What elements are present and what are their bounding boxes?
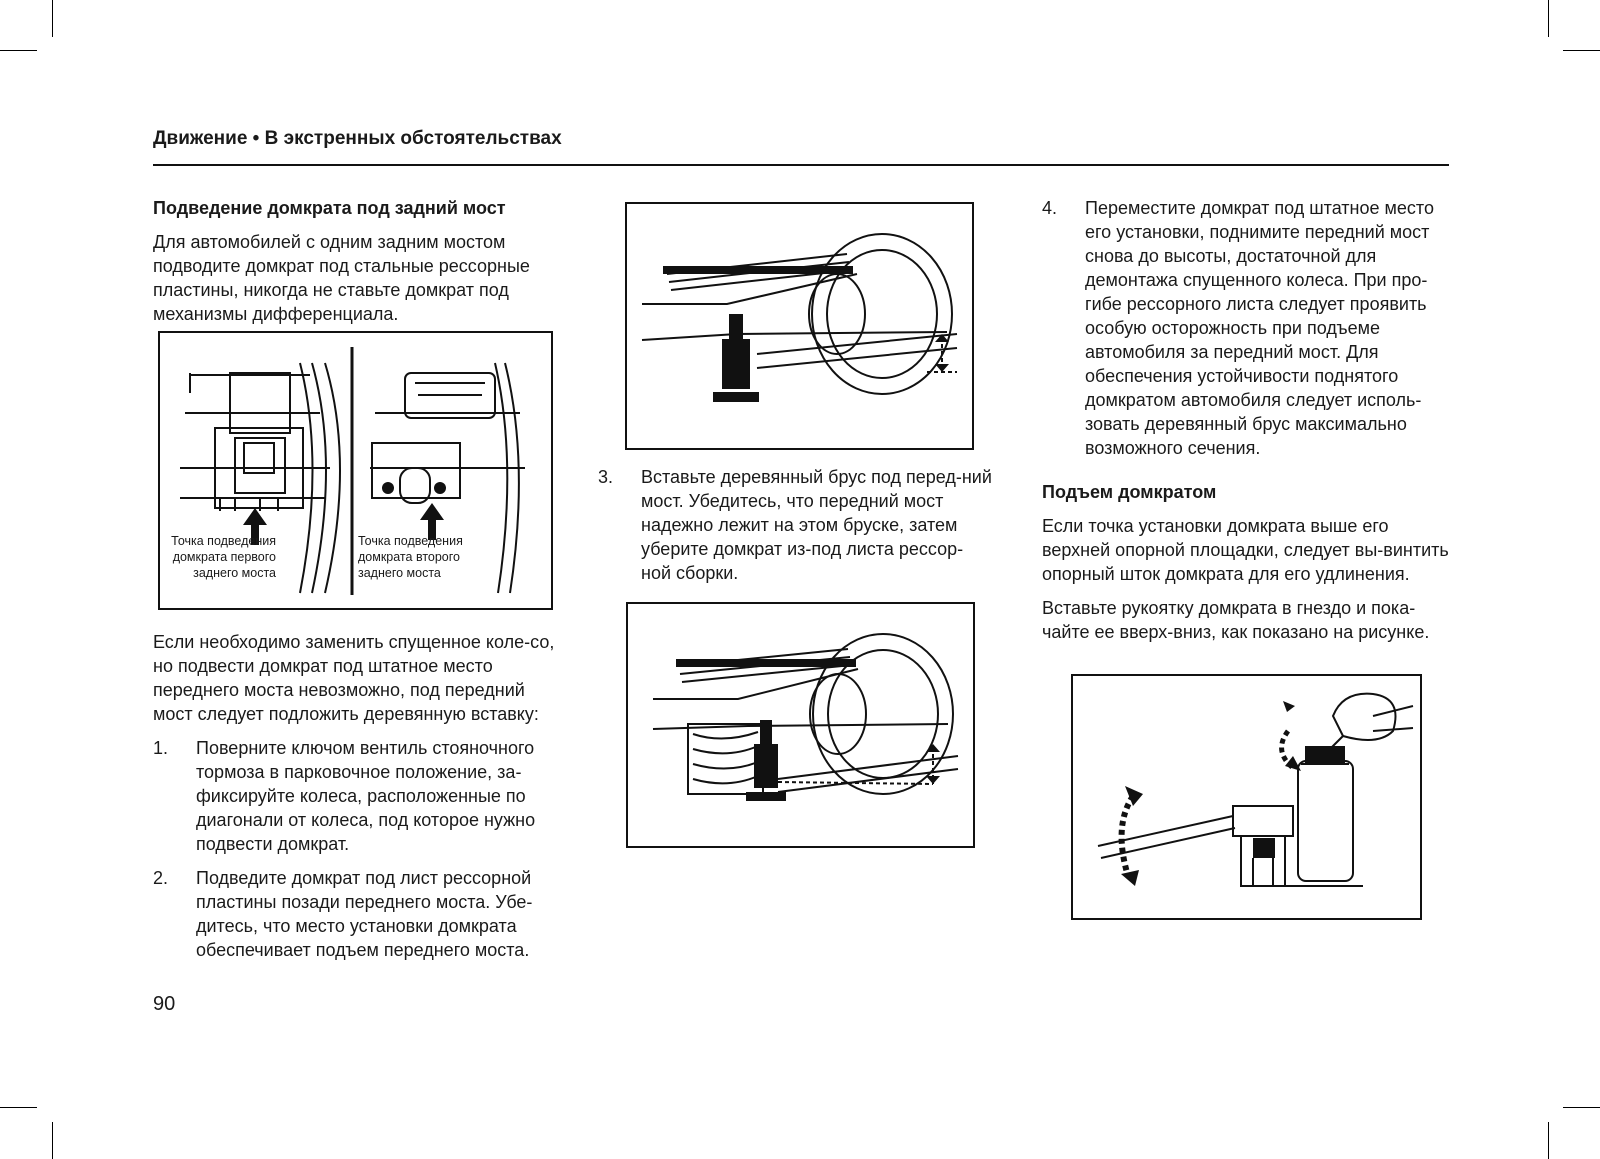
crop-mark bbox=[1548, 0, 1549, 37]
caption-line: домкрата первого bbox=[172, 550, 276, 564]
list-item-number: 1. bbox=[153, 738, 169, 758]
extend-screw-paragraph: Если точка установки домкрата выше его верхней опорной площадки, следует вы-винтить опорный шток домкрата для его удлинения. bbox=[1042, 516, 1449, 584]
crop-mark bbox=[52, 1122, 53, 1159]
heading-jack-lifting: Подъем домкратом bbox=[1042, 482, 1217, 502]
caption-line: Точка подведения bbox=[358, 534, 463, 548]
wood-block-illustration bbox=[628, 604, 973, 846]
heading-rear-axle: Подведение домкрата под задний мост bbox=[153, 198, 506, 218]
crop-mark bbox=[1563, 50, 1600, 51]
list-item bbox=[1042, 196, 1452, 460]
list-item bbox=[598, 465, 993, 585]
list-item-number: 2. bbox=[153, 868, 169, 888]
crop-mark bbox=[1563, 1107, 1600, 1108]
column-left-lower bbox=[153, 630, 558, 972]
list-item-text: Подведите домкрат под лист рессорной пластины позади переднего моста. Убе-дитесь, что место установки домкрата обеспечивает подъем переднего моста. bbox=[196, 868, 533, 960]
caption-line: домкрата второго bbox=[358, 550, 460, 564]
page-number: 90 bbox=[153, 993, 176, 1015]
jack-handle-illustration bbox=[1073, 676, 1420, 918]
list-item-number: 3. bbox=[598, 467, 614, 487]
crop-mark bbox=[0, 50, 37, 51]
column-left bbox=[153, 196, 553, 336]
wood-insert-paragraph: Если необходимо заменить спущенное коле-со, но подвести домкрат под штатное место переднего моста невозможно, под передний мост следует подложить деревянную вставку: bbox=[153, 632, 555, 724]
caption-second-rear-axle bbox=[358, 533, 488, 581]
caption-line: заднего моста bbox=[193, 566, 276, 580]
figure-jack-handle bbox=[1071, 674, 1422, 920]
intro-paragraph: Для автомобилей с одним задним мостом подводите домкрат под стальные рессорные пластины, никогда не ставьте домкрат под механизмы дифференциала. bbox=[153, 232, 530, 324]
figure-rear-axle-jack-points bbox=[158, 331, 553, 610]
crop-mark bbox=[0, 1107, 37, 1108]
list-item bbox=[153, 866, 558, 962]
column-right bbox=[1042, 196, 1452, 654]
list-item bbox=[153, 736, 558, 856]
caption-line: заднего моста bbox=[358, 566, 441, 580]
caption-line: Точка подведения bbox=[171, 534, 276, 548]
figure-jack-under-spring bbox=[625, 202, 974, 450]
list-item-text: Переместите домкрат под штатное место его установки, поднимите передний мост снова до высоты, достаточной для демонтажа спущенного колеса. При про-гибе рессорного листа следует проявить особую осторожность при подъеме автомобиля за передний мост. Для обеспечения устойчивости поднятого домкратом автомобиля следует исполь-зовать деревянный брус максимально возможного сечения. bbox=[1085, 198, 1434, 458]
handle-paragraph: Вставьте рукоятку домкрата в гнездо и пока-чайте ее вверх-вниз, как показано на рисунке. bbox=[1042, 598, 1430, 642]
section-header: Движение • В экстренных обстоятельствах bbox=[153, 128, 562, 149]
crop-mark bbox=[52, 0, 53, 37]
figure-wood-block-support bbox=[626, 602, 975, 848]
list-item-text: Поверните ключом вентиль стояночного тормоза в парковочное положение, за-фиксируйте колеса, расположенные по диагонали от колеса, под которое нужно подвести домкрат. bbox=[196, 738, 536, 854]
header-rule bbox=[153, 164, 1449, 166]
list-item-text: Вставьте деревянный брус под перед-ний мост. Убедитесь, что передний мост надежно лежит на этом бруске, затем уберите домкрат из-под листа рессор-ной сборки. bbox=[641, 467, 992, 583]
crop-mark bbox=[1548, 1122, 1549, 1159]
list-item-number: 4. bbox=[1042, 198, 1058, 218]
caption-first-rear-axle bbox=[166, 533, 276, 581]
jack-under-spring-illustration bbox=[627, 204, 972, 448]
column-middle bbox=[598, 465, 993, 595]
